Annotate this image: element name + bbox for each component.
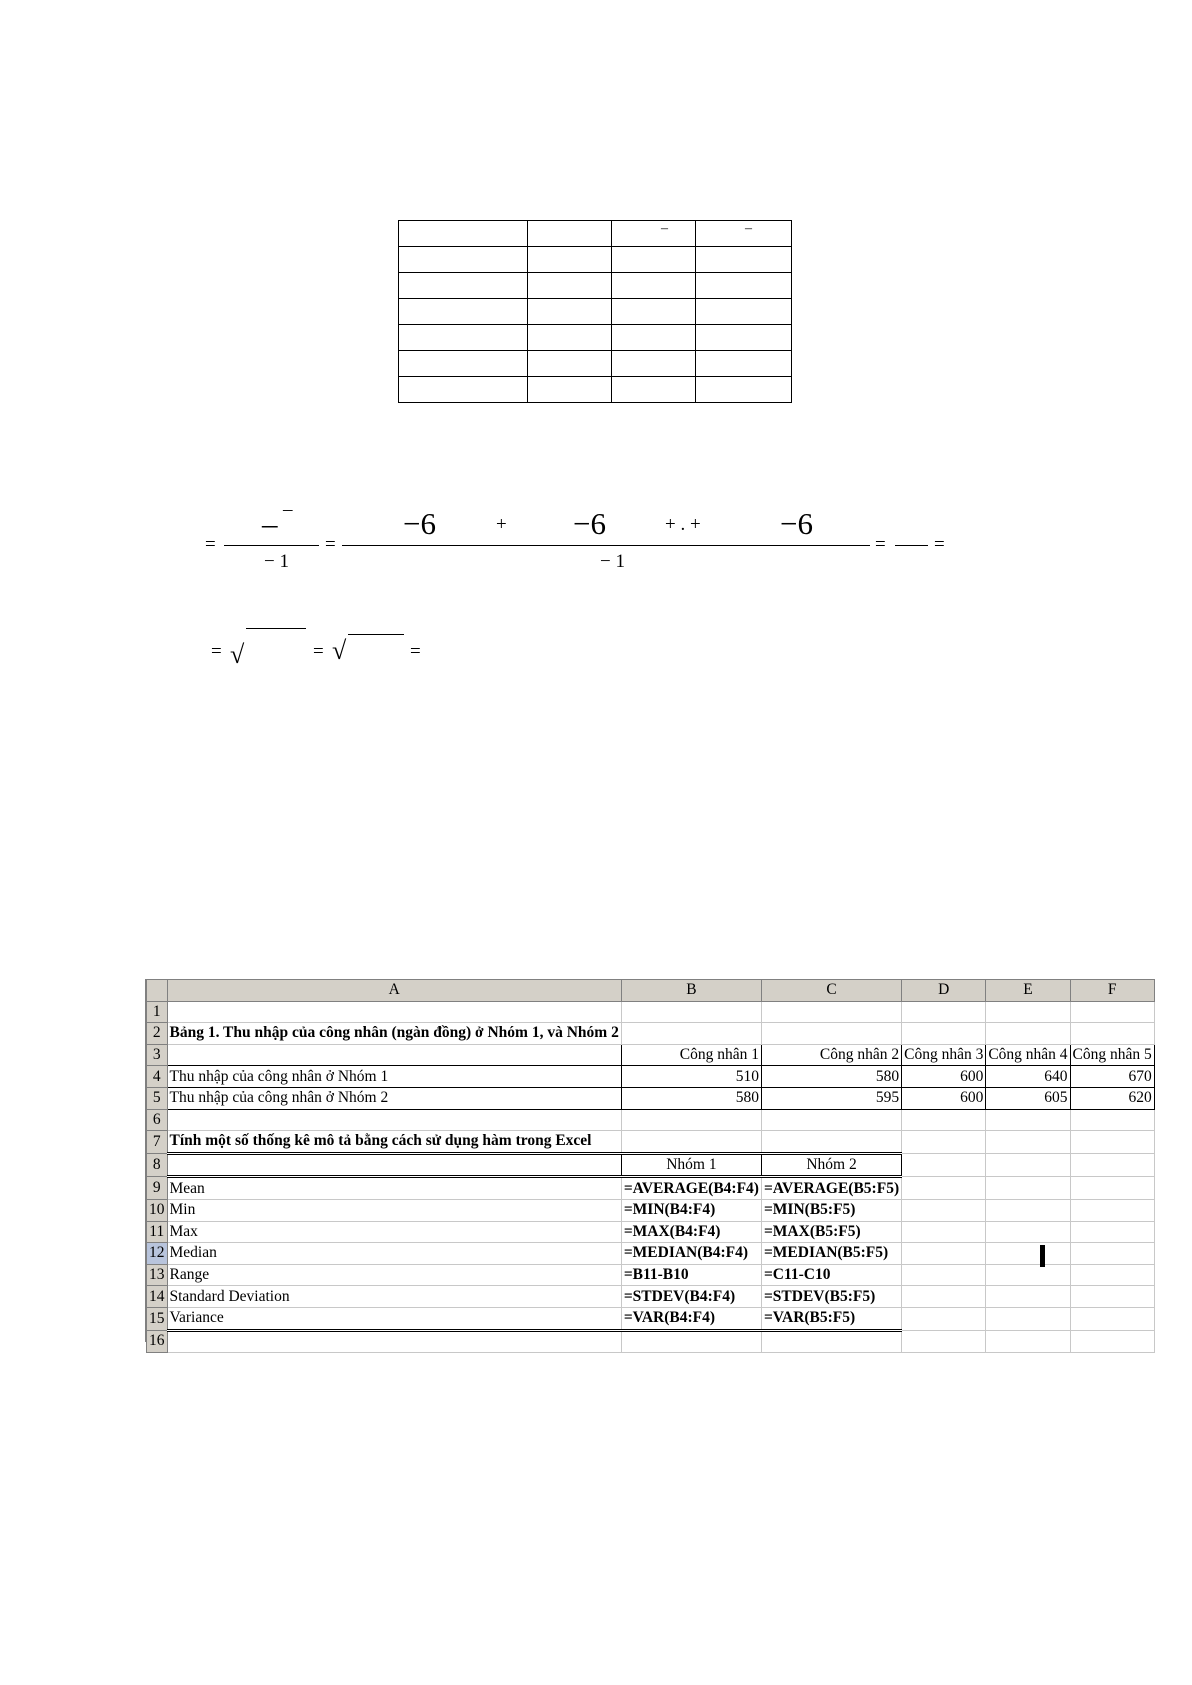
value-cell[interactable]: 620	[1070, 1087, 1154, 1109]
cell[interactable]	[1070, 1264, 1154, 1286]
cell[interactable]	[902, 1023, 986, 1045]
cell[interactable]	[1070, 1286, 1154, 1308]
cell[interactable]	[986, 1153, 1070, 1177]
table-row	[399, 325, 792, 351]
worker-header-cell[interactable]: Công nhân 1	[621, 1044, 761, 1066]
cell[interactable]	[167, 1153, 621, 1177]
cell[interactable]	[761, 1330, 901, 1353]
equals-sign: =	[934, 534, 945, 555]
row-header[interactable]: 7	[147, 1131, 168, 1154]
sqrt-bar	[348, 634, 404, 635]
cell[interactable]	[1070, 1177, 1154, 1200]
worker-header-cell[interactable]: Công nhân 5	[1070, 1044, 1154, 1066]
sheet-row	[147, 1307, 1155, 1330]
equals-sign: =	[325, 534, 336, 555]
formula-cell[interactable]: =AVERAGE(B5:F5)	[761, 1177, 901, 1200]
sqrt-icon: √	[230, 640, 245, 669]
equals-sign: =	[211, 641, 222, 662]
cell[interactable]	[621, 1023, 761, 1045]
sheet-row	[147, 1066, 1155, 1088]
row-header[interactable]: 10	[147, 1199, 168, 1221]
sheet-row	[147, 1087, 1155, 1109]
row-header[interactable]: 15	[147, 1307, 168, 1330]
cell[interactable]	[902, 1243, 986, 1265]
cell[interactable]	[1070, 1001, 1154, 1023]
equals-sign: =	[410, 641, 421, 662]
sheet-row	[147, 1243, 1155, 1265]
sqrt-bar	[246, 628, 306, 629]
column-header-a[interactable]: A	[167, 980, 621, 1002]
row-header[interactable]: 9	[147, 1177, 168, 1200]
deviation-term: −6	[573, 506, 606, 541]
row-header[interactable]: 14	[147, 1286, 168, 1308]
formula-cell[interactable]: =VAR(B5:F5)	[761, 1307, 901, 1330]
table-row	[399, 221, 792, 247]
stat-header-cell[interactable]: Nhóm 1	[621, 1153, 761, 1177]
equals-sign: =	[205, 534, 216, 555]
cell[interactable]	[986, 1286, 1070, 1308]
cell[interactable]	[902, 1330, 986, 1353]
cell[interactable]	[902, 1131, 986, 1154]
cell[interactable]	[986, 1131, 1070, 1154]
sheet-row	[147, 1044, 1155, 1066]
formula-cell[interactable]: =STDEV(B4:F4)	[621, 1286, 761, 1308]
value-cell[interactable]: 600	[902, 1087, 986, 1109]
stat-header-cell[interactable]: Nhóm 2	[761, 1153, 901, 1177]
cell[interactable]	[1070, 1243, 1154, 1265]
cell[interactable]	[1070, 1153, 1154, 1177]
cell[interactable]	[902, 1264, 986, 1286]
stat-label-cell[interactable]: Min	[167, 1199, 621, 1221]
cell[interactable]	[167, 1109, 621, 1131]
cell[interactable]	[986, 1330, 1070, 1353]
stat-label-cell[interactable]: Standard Deviation	[167, 1286, 621, 1308]
column-header-c[interactable]: C	[761, 980, 901, 1002]
data-table	[398, 220, 792, 403]
formula-cell[interactable]: =MEDIAN(B4:F4)	[621, 1243, 761, 1265]
table-title-cell[interactable]: Tính một số thống kê mô tả bằng cách sử dụng hàm trong Excel	[167, 1131, 621, 1154]
cell[interactable]	[986, 1307, 1070, 1330]
cell[interactable]	[902, 1307, 986, 1330]
cell[interactable]	[621, 1330, 761, 1353]
row-header[interactable]: 13	[147, 1264, 168, 1286]
value-cell[interactable]: 580	[761, 1066, 901, 1088]
sheet-grid	[146, 979, 1155, 1353]
table-row	[399, 351, 792, 377]
cell[interactable]	[902, 1221, 986, 1243]
worker-header-cell[interactable]: Công nhân 4	[986, 1044, 1070, 1066]
formula-cell[interactable]: =VAR(B4:F4)	[621, 1307, 761, 1330]
stat-label-cell[interactable]: Median	[167, 1243, 621, 1265]
column-header-b[interactable]: B	[621, 980, 761, 1002]
row-header[interactable]: 2	[147, 1023, 168, 1045]
value-cell[interactable]: 670	[1070, 1066, 1154, 1088]
sheet-row	[147, 1264, 1155, 1286]
stat-label-cell[interactable]: Max	[167, 1221, 621, 1243]
row-header[interactable]: 8	[147, 1153, 168, 1177]
cell[interactable]	[902, 1001, 986, 1023]
row-header-selected[interactable]: 12	[147, 1243, 168, 1265]
cell[interactable]	[1070, 1199, 1154, 1221]
table-cell	[696, 221, 792, 247]
column-header-row	[147, 980, 1155, 1002]
row-header[interactable]: 3	[147, 1044, 168, 1066]
cell[interactable]	[902, 1177, 986, 1200]
value-cell[interactable]: 595	[761, 1087, 901, 1109]
formula-cell[interactable]: =STDEV(B5:F5)	[761, 1286, 901, 1308]
formula-cell[interactable]: =MIN(B4:F4)	[621, 1199, 761, 1221]
fraction-denominator: − 1	[600, 551, 625, 572]
deviation-term: −6	[403, 506, 436, 541]
cell[interactable]	[621, 1109, 761, 1131]
sheet-row	[147, 1177, 1155, 1200]
cell[interactable]	[761, 1109, 901, 1131]
sheet-row	[147, 1023, 1155, 1045]
excel-spreadsheet	[145, 979, 1152, 1350]
table-cell	[399, 221, 528, 247]
cell[interactable]	[902, 1109, 986, 1131]
cell[interactable]	[761, 1131, 901, 1154]
fraction-bar	[895, 545, 928, 546]
fraction-bar	[224, 545, 319, 546]
formula-cell[interactable]: =C11-C10	[761, 1264, 901, 1286]
column-header-f[interactable]: F	[1070, 980, 1154, 1002]
group-label-cell[interactable]: Thu nhập của công nhân ở Nhóm 2	[167, 1087, 621, 1109]
row-header[interactable]: 11	[147, 1221, 168, 1243]
sheet-row	[147, 1131, 1155, 1154]
cell[interactable]	[621, 1131, 761, 1154]
select-all-corner[interactable]	[147, 980, 168, 1002]
table-row	[399, 247, 792, 273]
mean-bar-mark: –	[283, 499, 293, 520]
cell[interactable]	[1070, 1330, 1154, 1353]
plus-sign: +	[496, 514, 507, 535]
cell[interactable]	[902, 1286, 986, 1308]
fraction-denominator: − 1	[264, 551, 289, 572]
formula-cell[interactable]: =B11-B10	[621, 1264, 761, 1286]
mean-bar-mark: –	[745, 221, 752, 236]
formula-cell[interactable]: =MEDIAN(B5:F5)	[761, 1243, 901, 1265]
sheet-row	[147, 1330, 1155, 1353]
sheet-row	[147, 1153, 1155, 1177]
cell[interactable]	[986, 1001, 1070, 1023]
table-cell	[528, 221, 612, 247]
mean-bar-mark: –	[661, 221, 668, 236]
value-cell[interactable]: 510	[621, 1066, 761, 1088]
value-cell[interactable]: 580	[621, 1087, 761, 1109]
deviation-term: −6	[780, 506, 813, 541]
formula-cell[interactable]: =MIN(B5:F5)	[761, 1199, 901, 1221]
cell[interactable]	[167, 1001, 621, 1023]
sheet-row	[147, 1286, 1155, 1308]
sheet-row	[147, 1109, 1155, 1131]
sheet-row	[147, 1001, 1155, 1023]
cell-cursor	[1040, 1245, 1045, 1267]
value-cell[interactable]: 600	[902, 1066, 986, 1088]
stat-label-cell[interactable]: Variance	[167, 1307, 621, 1330]
table-row	[399, 299, 792, 325]
plus-dots: + . +	[665, 514, 701, 535]
equals-sign: =	[313, 641, 324, 662]
cell[interactable]	[621, 1001, 761, 1023]
value-cell[interactable]: 605	[986, 1087, 1070, 1109]
table-title-cell[interactable]: Bảng 1. Thu nhập của công nhân (ngàn đồng) ở Nhóm 1, và Nhóm 2	[167, 1023, 621, 1045]
fraction-bar	[342, 545, 870, 546]
row-header[interactable]: 6	[147, 1109, 168, 1131]
group-label-cell[interactable]: Thu nhập của công nhân ở Nhóm 1	[167, 1066, 621, 1088]
equals-sign: =	[875, 534, 886, 555]
cell[interactable]	[1070, 1023, 1154, 1045]
row-header[interactable]: 5	[147, 1087, 168, 1109]
formula-cell[interactable]: =MAX(B5:F5)	[761, 1221, 901, 1243]
cell[interactable]	[1070, 1307, 1154, 1330]
worker-header-cell[interactable]: Công nhân 2	[761, 1044, 901, 1066]
stat-label-cell[interactable]: Mean	[167, 1177, 621, 1200]
cell[interactable]	[761, 1001, 901, 1023]
cell[interactable]	[986, 1199, 1070, 1221]
formula-cell[interactable]: =MAX(B4:F4)	[621, 1221, 761, 1243]
cell[interactable]	[986, 1221, 1070, 1243]
cell[interactable]	[167, 1044, 621, 1066]
row-header[interactable]: 16	[147, 1330, 168, 1353]
column-header-e[interactable]: E	[986, 980, 1070, 1002]
sheet-row	[147, 1221, 1155, 1243]
cell[interactable]	[986, 1177, 1070, 1200]
cell[interactable]	[986, 1109, 1070, 1131]
cell[interactable]	[986, 1023, 1070, 1045]
stat-label-cell[interactable]: Range	[167, 1264, 621, 1286]
sqrt-icon: √	[332, 636, 347, 665]
cell[interactable]	[902, 1153, 986, 1177]
table-cell	[612, 221, 696, 247]
formula-cell[interactable]: =AVERAGE(B4:F4)	[621, 1177, 761, 1200]
table-row	[399, 377, 792, 403]
cell[interactable]	[1070, 1131, 1154, 1154]
value-cell[interactable]: 640	[986, 1066, 1070, 1088]
row-header[interactable]: 4	[147, 1066, 168, 1088]
column-header-d[interactable]: D	[902, 980, 986, 1002]
worker-header-cell[interactable]: Công nhân 3	[902, 1044, 986, 1066]
cell[interactable]	[167, 1330, 621, 1353]
table-row	[399, 273, 792, 299]
cell[interactable]	[986, 1243, 1070, 1265]
cell[interactable]	[986, 1264, 1070, 1286]
cell[interactable]	[902, 1199, 986, 1221]
cell[interactable]	[1070, 1109, 1154, 1131]
cell[interactable]	[761, 1023, 901, 1045]
cell[interactable]	[1070, 1221, 1154, 1243]
sheet-row	[147, 1199, 1155, 1221]
row-header[interactable]: 1	[147, 1001, 168, 1023]
fraction-numerator: –	[262, 506, 278, 541]
